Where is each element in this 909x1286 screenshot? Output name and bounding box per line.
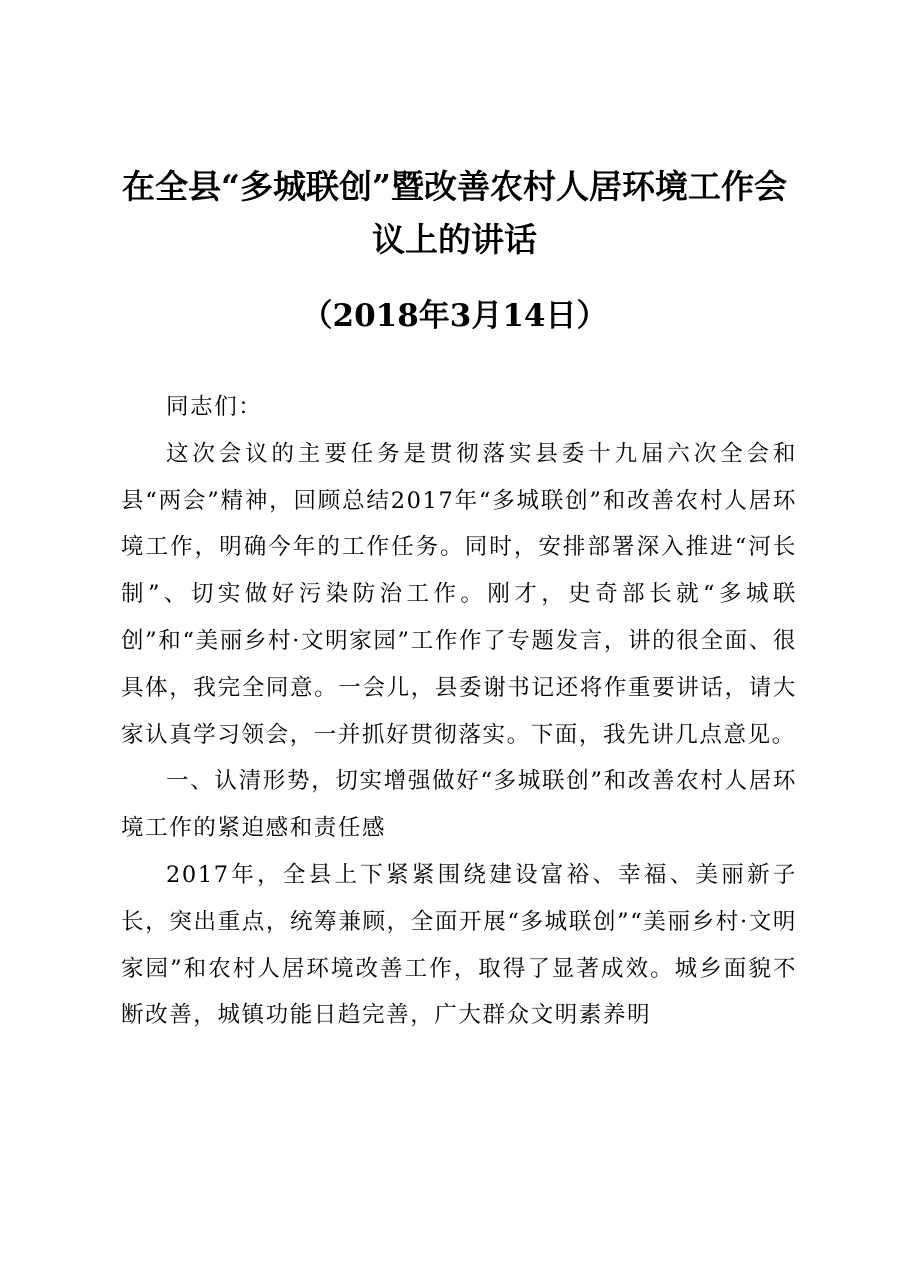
salutation: 同志们： xyxy=(166,394,263,420)
document-date: （2018年3月14日） xyxy=(301,298,608,334)
paragraph-1: 这次会议的主要任务是贯彻落实县委十九届六次全会和县“两会”精神，回顾总结2017年“多城联创”和改善农村人居环境工作，明确今年的工作任务。同时，安排部署深入推进“河长制”、切实做好污染防治工作。刚才，史奇部长就“多城联创”和“美丽乡村·文明家园”工作作了专题发言，讲的很全面、很具体，我完全同意。一会儿，县委谢书记还将作重要讲话，请大家认真学习领会，一并抓好贯彻落实。下面，我先讲几点意见。 xyxy=(121,440,797,748)
paragraph-2: 2017年，全县上下紧紧围绕建设富裕、幸福、美丽新子长，突出重点，统筹兼顾，全面开展“多城联创”“美丽乡村·文明家园”和农村人居环境改善工作，取得了显著成效。城乡面貌不断改善，城镇功能日趋完善，广大群众文明素养明 xyxy=(121,861,797,1029)
document-title: 在全县“多城联创”暨改善农村人居环境工作会议上的讲话 xyxy=(122,167,787,259)
document-body xyxy=(121,384,797,1039)
section-heading-1: 一、认清形势，切实增强做好“多城联创”和改善农村人居环境工作的紧迫感和责任感 xyxy=(121,768,797,842)
